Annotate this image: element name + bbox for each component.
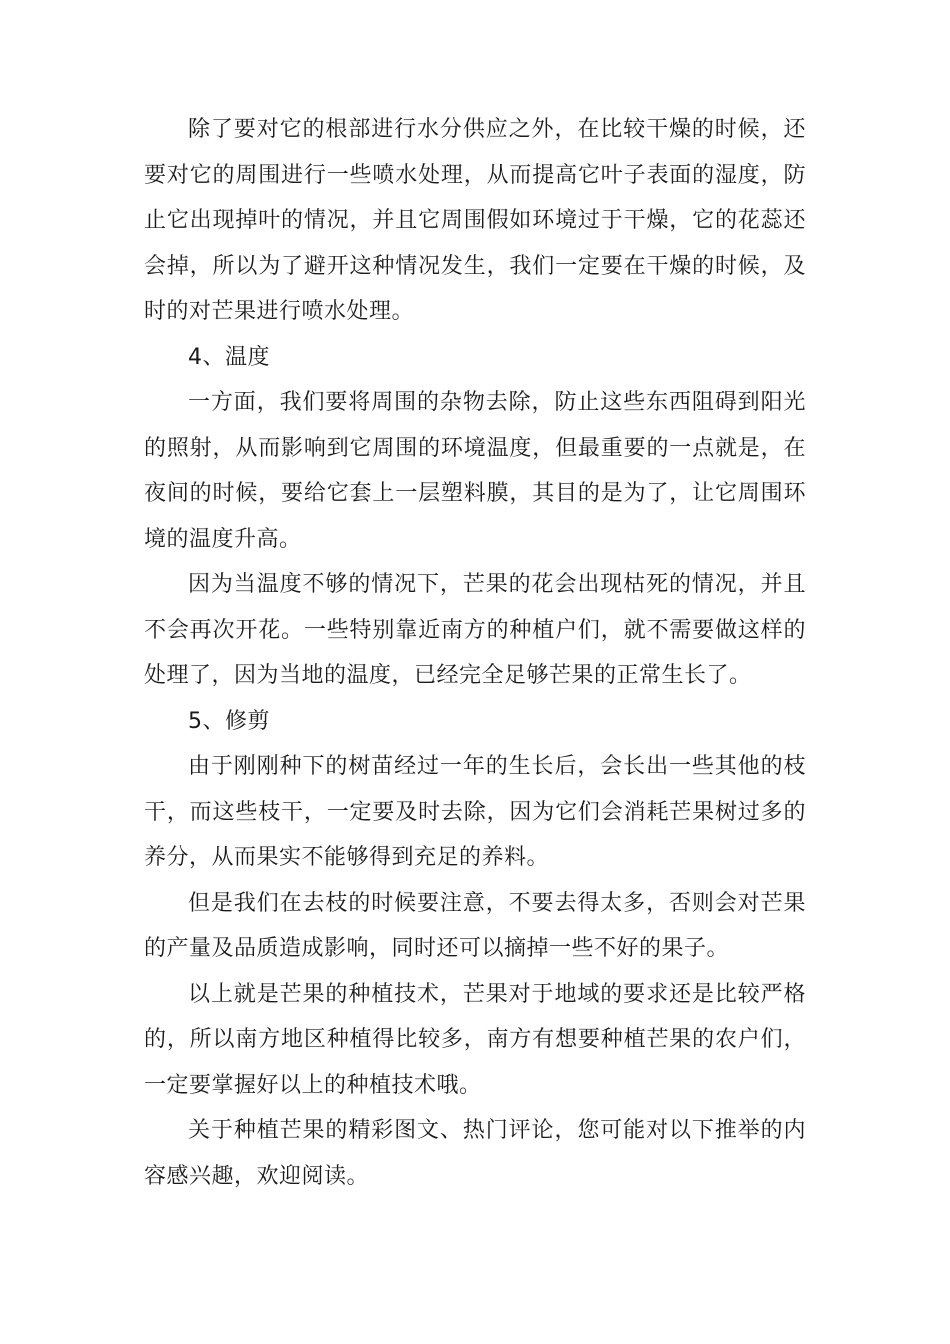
paragraph-temperature-1: 一方面，我们要将周围的杂物去除，防止这些东西阻碍到阳光的照射，从而影响到它周围的环境温度，但最重要的一点就是，在夜间的时候，要给它套上一层塑料膜，其目的是为了，让它周围环境的温度升高。: [144, 390, 806, 552]
paragraph-temperature-2: 因为当温度不够的情况下，芒果的花会出现枯死的情况，并且不会再次开花。一些特别靠近南方的种植户们，就不需要做这样的处理了，因为当地的温度，已经完全足够芒果的正常生长了。: [144, 572, 806, 688]
section-heading-temperature: 4、温度: [188, 344, 270, 370]
paragraph-recommendation: 关于种植芒果的精彩图文、热门评论，您可能对以下推举的内容感兴趣，欢迎阅读。: [144, 1118, 806, 1189]
document-body: [144, 107, 806, 1199]
paragraph-watering: 除了要对它的根部进行水分供应之外，在比较干燥的时候，还要对它的周围进行一些喷水处理，从而提高它叶子表面的湿度，防止它出现掉叶的情况，并且它周围假如环境过于干燥，它的花蕊还会掉，所以为了避开这种情况发生，我们一定要在干燥的时候，及时的对芒果进行喷水处理。: [144, 117, 806, 324]
paragraph-summary: 以上就是芒果的种植技术，芒果对于地域的要求还是比较严格的，所以南方地区种植得比较多，南方有想要种植芒果的农户们，一定要掌握好以上的种植技术哦。: [144, 981, 806, 1098]
section-heading-pruning: 5、修剪: [188, 708, 270, 734]
paragraph-pruning-2: 但是我们在去枝的时候要注意，不要去得太多，否则会对芒果的产量及品质造成影响，同时还可以摘掉一些不好的果子。: [144, 890, 806, 961]
paragraph-pruning-1: 由于刚刚种下的树苗经过一年的生长后，会长出一些其他的枝干，而这些枝干，一定要及时去除，因为它们会消耗芒果树过多的养分，从而果实不能够得到充足的养料。: [144, 754, 806, 870]
